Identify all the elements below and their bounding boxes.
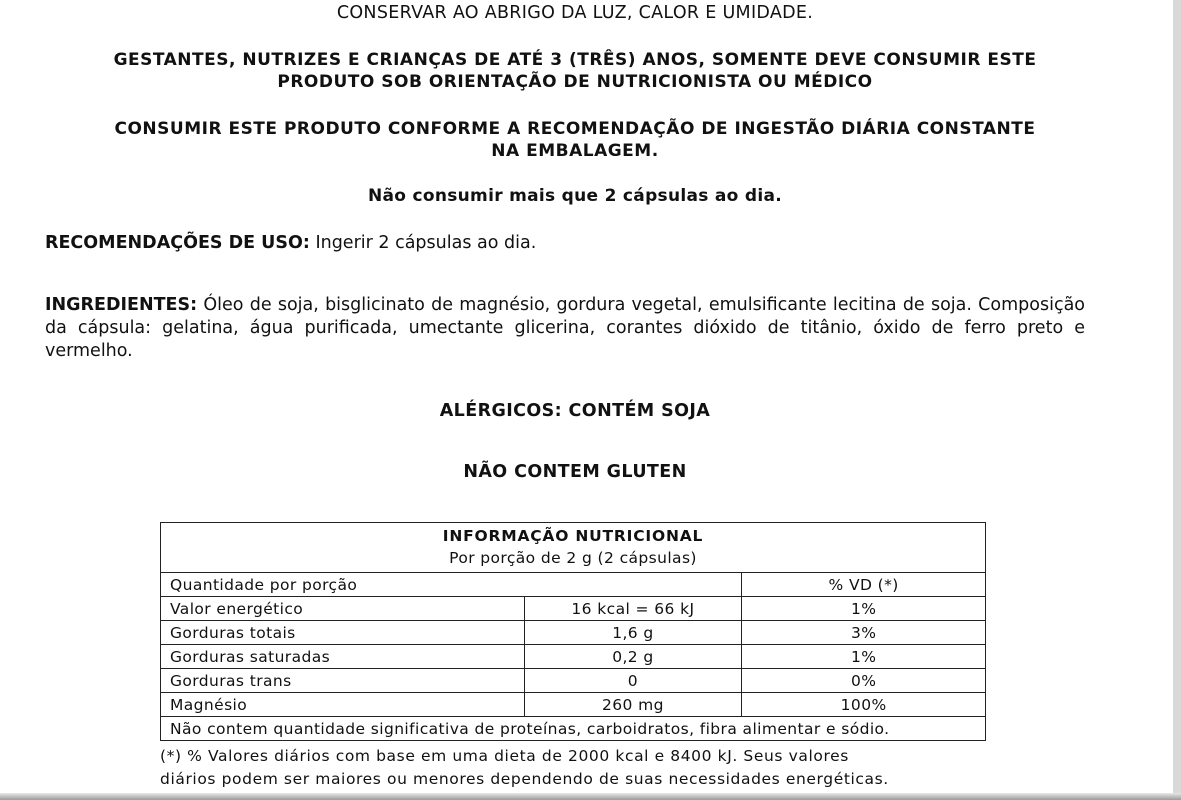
warning-pregnant-line-2: PRODUTO SOB ORIENTAÇÃO DE NUTRICIONISTA OU MÉDICO xyxy=(277,72,873,92)
nutrient-amount: 0 xyxy=(524,669,742,693)
usage-label: RECOMENDAÇÕES DE USO: xyxy=(45,233,310,253)
table-note: Não contem quantidade significativa de proteínas, carboidratos, fibra alimentar e sódio. xyxy=(161,717,986,741)
footnote-line-1: (*) % Valores diários com base em uma dieta de 2000 kcal e 8400 kJ. Seus valores xyxy=(160,747,849,765)
nutrition-title: INFORMAÇÃO NUTRICIONAL xyxy=(442,527,704,545)
max-dose-warning: Não consumir mais que 2 cápsulas ao dia. xyxy=(367,186,782,206)
table-row xyxy=(161,597,986,621)
nutrient-vd: 1% xyxy=(742,645,986,669)
warning-pregnant xyxy=(0,49,1150,93)
column-header-vd: % VD (*) xyxy=(742,573,986,597)
nutrition-header-row xyxy=(161,523,986,573)
ingredients-label: INGREDIENTES: xyxy=(45,295,198,315)
table-row xyxy=(161,693,986,717)
table-row xyxy=(161,621,986,645)
nutrient-amount: 260 mg xyxy=(524,693,742,717)
gluten-notice: NÃO CONTEM GLUTEN xyxy=(463,462,687,482)
usage-recommendation xyxy=(45,232,1085,255)
warning-daily-intake-line-1: CONSUMIR ESTE PRODUTO CONFORME A RECOMENDAÇÃO DE INGESTÃO DIÁRIA CONSTANTE xyxy=(114,119,1036,139)
ingredients xyxy=(45,294,1085,363)
storage-instructions: CONSERVAR AO ABRIGO DA LUZ, CALOR E UMIDADE. xyxy=(336,3,814,23)
nutrition-table xyxy=(160,522,986,741)
table-row xyxy=(161,669,986,693)
nutrition-header xyxy=(161,523,986,573)
nutrient-name: Gorduras totais xyxy=(161,621,525,645)
warning-daily-intake-line-2: NA EMBALAGEM. xyxy=(491,141,659,161)
nutrient-vd: 0% xyxy=(742,669,986,693)
table-column-header-row xyxy=(161,573,986,597)
bottom-edge-shadow xyxy=(0,793,1181,800)
warning-daily-intake xyxy=(0,118,1150,162)
nutrient-name: Gorduras saturadas xyxy=(161,645,525,669)
column-header-quantity: Quantidade por porção xyxy=(161,573,742,597)
table-row xyxy=(161,645,986,669)
right-edge-shadow xyxy=(1173,0,1181,800)
nutrient-vd: 100% xyxy=(742,693,986,717)
ingredients-text: Óleo de soja, bisglicinato de magnésio, gordura vegetal, emulsificante lecitina de soja. Composição da cápsula: gelatina, água purificada, umectante glicerina, corantes dióxido de titânio, óxido de ferro preto e vermelho. xyxy=(45,295,1085,361)
nutrition-serving: Por porção de 2 g (2 cápsulas) xyxy=(449,549,697,567)
warning-pregnant-line-1: GESTANTES, NUTRIZES E CRIANÇAS DE ATÉ 3 (TRÊS) ANOS, SOMENTE DEVE CONSUMIR ESTE xyxy=(113,50,1037,70)
footnote-line-2: diários podem ser maiores ou menores dependendo de suas necessidades energéticas. xyxy=(160,770,889,788)
nutrient-vd: 3% xyxy=(742,621,986,645)
nutrient-amount: 0,2 g xyxy=(524,645,742,669)
nutrient-vd: 1% xyxy=(742,597,986,621)
usage-text: Ingerir 2 cápsulas ao dia. xyxy=(309,233,537,253)
nutrient-name: Valor energético xyxy=(161,597,525,621)
nutrient-name: Magnésio xyxy=(161,693,525,717)
nutrient-amount: 16 kcal = 66 kJ xyxy=(524,597,742,621)
nutrient-name: Gorduras trans xyxy=(161,669,525,693)
nutrition-footnote xyxy=(160,745,1000,791)
allergen-notice: ALÉRGICOS: CONTÉM SOJA xyxy=(439,401,711,421)
table-note-row xyxy=(161,717,986,741)
nutrient-amount: 1,6 g xyxy=(524,621,742,645)
